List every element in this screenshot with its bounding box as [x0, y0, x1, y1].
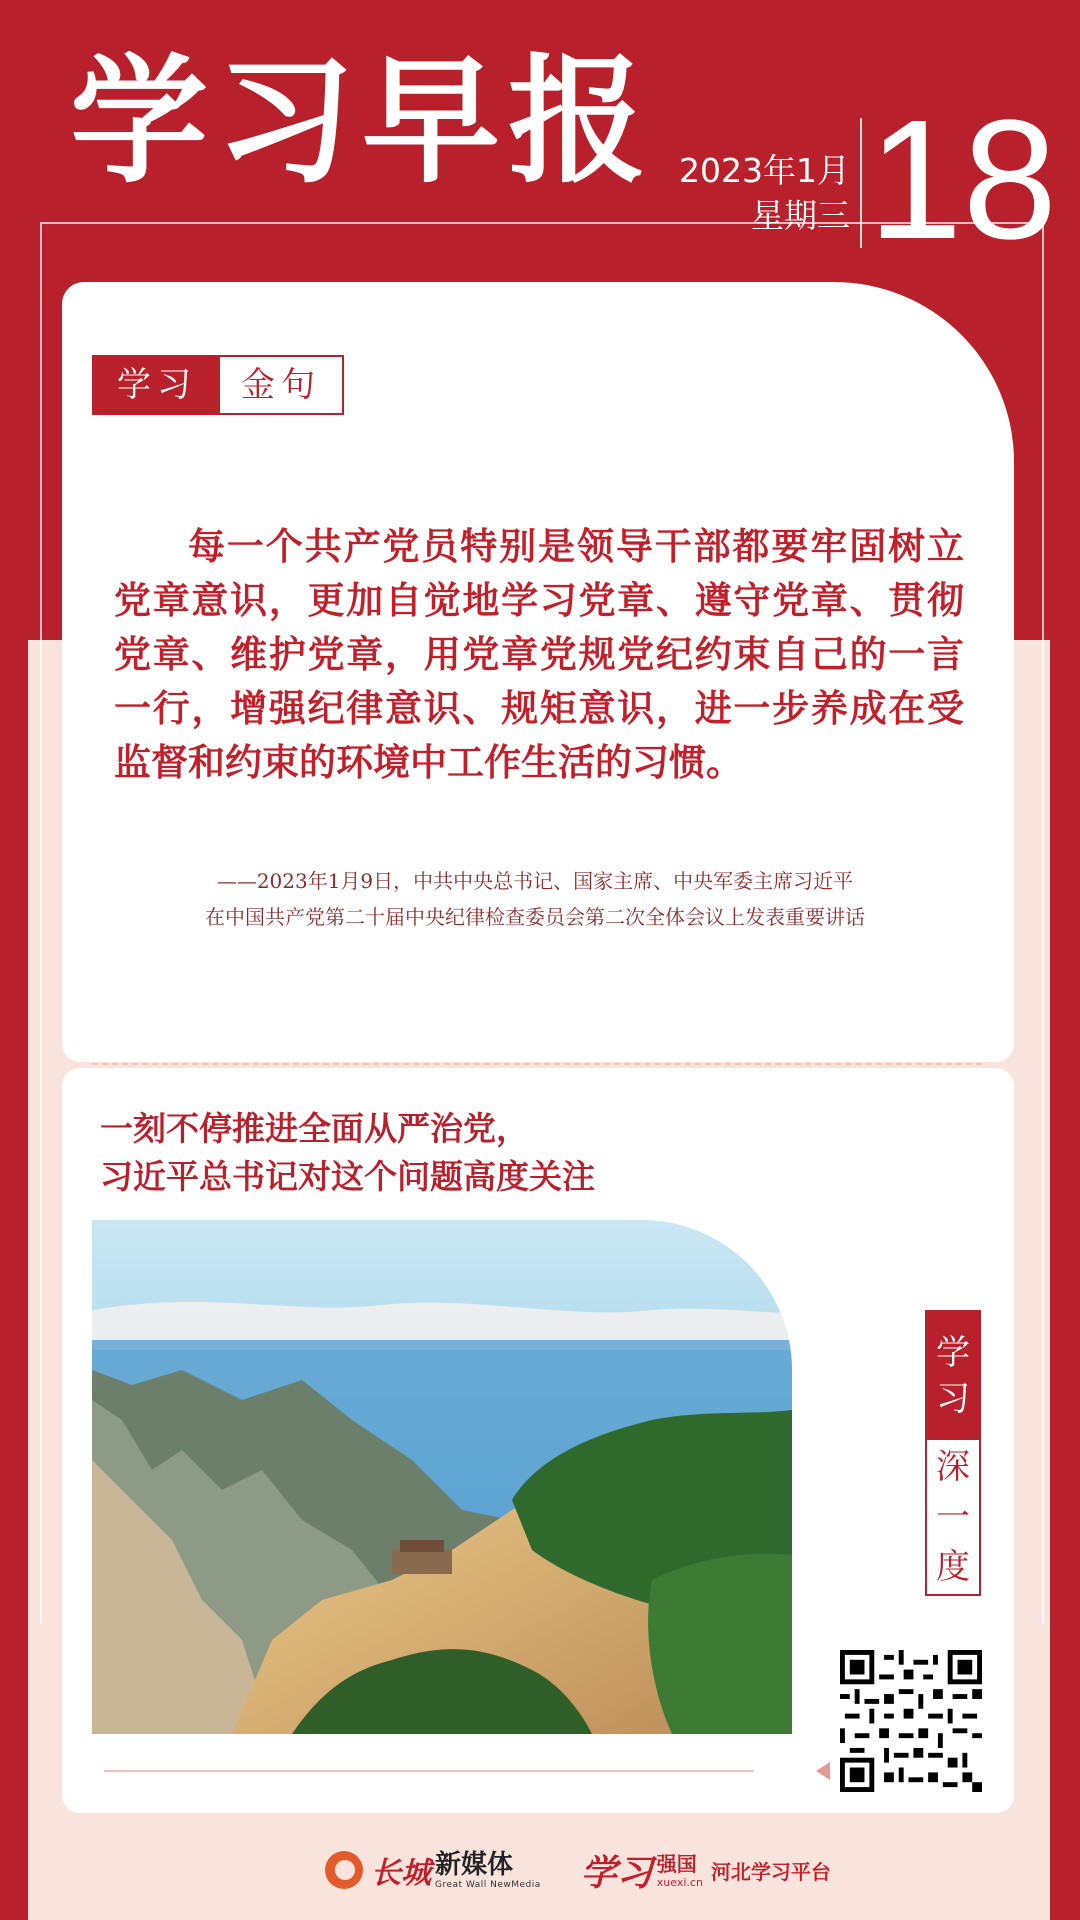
- tag-label-golden-quote: 金句: [220, 357, 342, 413]
- mountain-photo[interactable]: [92, 1220, 792, 1734]
- feature-headline[interactable]: [100, 1105, 595, 1201]
- date-weekday: 星期三: [751, 196, 850, 235]
- great-wall-logo-icon: [325, 1851, 363, 1889]
- vtag-char: 学: [936, 1333, 970, 1373]
- golden-quote-text: 每一个共产党员特别是领导干部都要牢固树立党章意识，更加自觉地学习党章、遵守党章、贯彻党章、维护党章，用党章党规党纪约束自己的一言一行，增强纪律意识、规矩意识，进一步养成在受监督和约束的环境中工作生活的习惯。: [114, 525, 964, 784]
- quote-source: [120, 863, 950, 935]
- vtag-char: 习: [936, 1379, 970, 1419]
- masthead-title: 学习早报: [70, 39, 655, 202]
- logo2-script: 学习: [580, 1851, 653, 1894]
- tag-label-study: 学习: [94, 357, 220, 413]
- date-day-number: 18: [868, 85, 1058, 275]
- date-separator: [860, 118, 862, 248]
- logo2-platform-name: 河北学习平台: [710, 1859, 831, 1884]
- card-divider: [92, 1063, 982, 1065]
- logo1-script: 长城: [371, 1856, 431, 1891]
- great-wall-newmedia-logo: [325, 1848, 541, 1892]
- logo2-url: xuexi.cn: [656, 1875, 703, 1889]
- qr-code[interactable]: [840, 1650, 982, 1792]
- feature-headline-line-1: 一刻不停推进全面从严治党，: [100, 1109, 529, 1148]
- quote-source-line-1: ——2023年1月9日，中共中央总书记、国家主席、中央军委主席习近平: [216, 869, 854, 893]
- footer-logos: [325, 1840, 831, 1900]
- vtag-char: 度: [936, 1547, 970, 1587]
- vtag-study: [927, 1312, 979, 1440]
- logo2-cn: 强国: [656, 1851, 697, 1876]
- quote-source-line-2: 在中国共产党第二十届中央纪律检查委员会第二次全体会议上发表重要讲话: [205, 905, 865, 929]
- deep-study-tag: [925, 1310, 981, 1596]
- arrow-left-icon: [816, 1762, 830, 1780]
- feature-headline-line-2: 习近平总书记对这个问题高度关注: [100, 1157, 595, 1196]
- vtag-depth: [927, 1440, 979, 1594]
- date-year-month: 2023年1月: [679, 151, 850, 190]
- logo1-cn: 新媒体: [435, 1850, 514, 1880]
- vtag-char: 一: [936, 1497, 970, 1537]
- quote-section-tag: [92, 355, 344, 415]
- photo-underline: [104, 1770, 754, 1772]
- vtag-char: 深: [936, 1447, 970, 1487]
- logo1-en: Great Wall NewMedia: [435, 1880, 541, 1890]
- xuexi-qiangguo-logo: [581, 1845, 831, 1896]
